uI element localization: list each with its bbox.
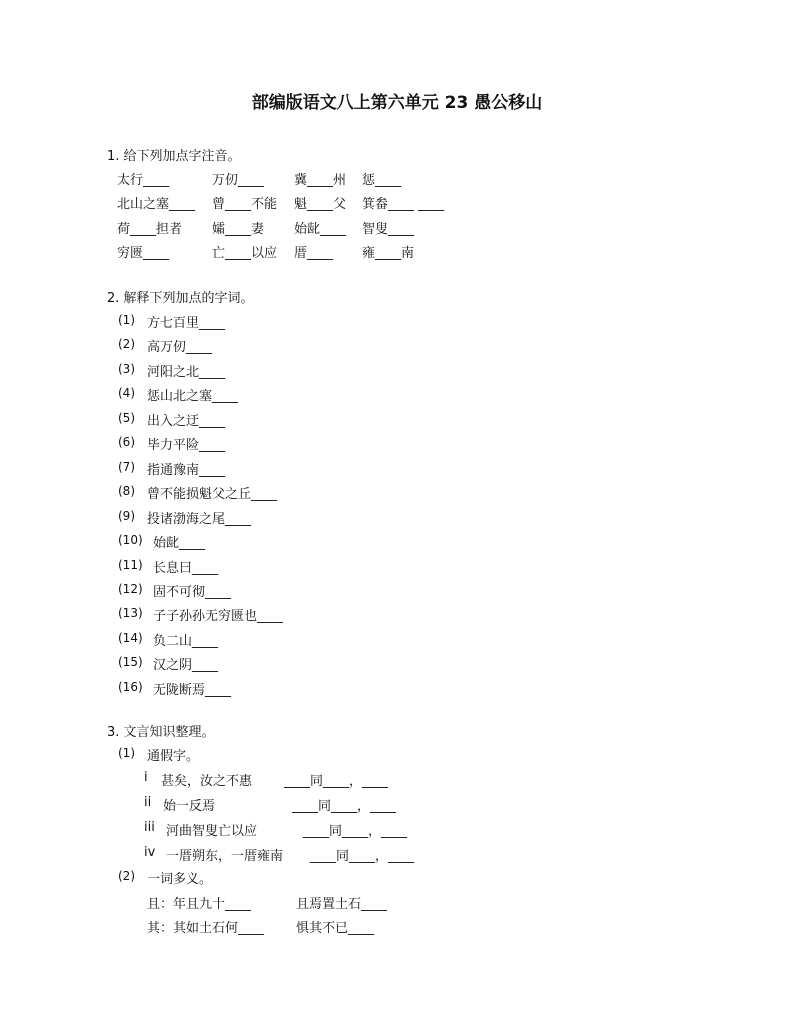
q2-item-text: 无陇断焉____ <box>153 683 232 698</box>
q2-item-number: (14) <box>118 631 143 645</box>
q3-blank: ____同____，____ <box>292 799 397 814</box>
q3-heading: 3. 文言知识整理。 <box>107 725 215 740</box>
q2-item-number: (16) <box>118 680 143 694</box>
q1-cell: 北山之塞____ <box>117 197 196 212</box>
q2-item-number: (2) <box>118 337 135 351</box>
q2-item-text: 固不可彻____ <box>153 585 232 600</box>
q3-sub1-number: (1) <box>118 746 135 760</box>
q1-cell: 冀____州 <box>294 173 347 188</box>
q1-cell: 惩____ <box>362 173 402 188</box>
page-title: 部编版语文八上第六单元 23 愚公移山 <box>251 93 543 113</box>
q2-item-text: 曾不能损魁父之丘____ <box>147 487 278 502</box>
q2-item-number: (11) <box>118 558 143 572</box>
q2-item-text: 投诸渤海之尾____ <box>147 512 252 527</box>
q1-cell: 智叟____ <box>362 222 415 237</box>
q1-cell: 魁____父 <box>294 197 347 212</box>
q1-cell: 亡____以应 <box>212 246 278 261</box>
q1-cell: 荷____担者 <box>117 222 183 237</box>
q2-item-number: (9) <box>118 509 135 523</box>
q2-item-number: (8) <box>118 484 135 498</box>
q2-item-number: (13) <box>118 606 143 620</box>
q2-item-text: 指通豫南____ <box>147 463 226 478</box>
q2-item-text: 毕力平险____ <box>147 438 226 453</box>
q2-item-number: (5) <box>118 411 135 425</box>
q3-sub2-label: 一词多义。 <box>147 872 213 887</box>
q2-item-number: (1) <box>118 313 135 327</box>
q3-sub1-label: 通假字。 <box>147 749 200 764</box>
q1-cell: 始龀____ <box>294 222 347 237</box>
q2-item-number: (10) <box>118 533 143 547</box>
q3-roman: ii <box>144 795 152 810</box>
q3-blank: ____同____，____ <box>303 824 408 839</box>
q3-blank: ____同____，____ <box>284 774 389 789</box>
q3-polysemy-item: 惧其不已____ <box>296 921 375 936</box>
q2-item-text: 始龀____ <box>153 536 206 551</box>
q3-roman: iv <box>144 845 156 860</box>
q2-item-number: (3) <box>118 362 135 376</box>
q3-sentence: 甚矣，汝之不惠 <box>161 774 253 789</box>
q3-blank: ____同____，____ <box>310 849 415 864</box>
q3-polysemy-item: 且：年且九十____ <box>147 897 252 912</box>
q1-cell: 箕畚____ ____ <box>362 197 445 212</box>
q2-item-text: 汉之阴____ <box>153 658 219 673</box>
q3-sentence: 始一反焉 <box>163 799 216 814</box>
q1-cell: 万仞____ <box>212 173 265 188</box>
q2-item-text: 惩山北之塞____ <box>147 389 239 404</box>
q3-sentence: 一厝朔东，一厝雍南 <box>166 849 284 864</box>
q2-item-number: (15) <box>118 655 143 669</box>
q3-sentence: 河曲智叟亡以应 <box>166 824 258 839</box>
q1-cell: 太行____ <box>117 173 170 188</box>
q3-sub2-number: (2) <box>118 869 135 883</box>
q2-item-text: 负二山____ <box>153 634 219 649</box>
q2-item-text: 出入之迂____ <box>147 414 226 429</box>
q1-cell: 厝____ <box>294 246 334 261</box>
q2-item-number: (12) <box>118 582 143 596</box>
q3-roman: iii <box>144 820 155 835</box>
q1-cell: 雍____南 <box>362 246 415 261</box>
q3-polysemy-item: 且焉置土石____ <box>296 897 388 912</box>
q2-item-number: (7) <box>118 460 135 474</box>
q2-item-text: 长息曰____ <box>153 561 219 576</box>
q2-item-number: (4) <box>118 386 135 400</box>
q1-cell: 穷匮____ <box>117 246 170 261</box>
q1-heading: 1. 给下列加点字注音。 <box>107 149 241 164</box>
q2-item-number: (6) <box>118 435 135 449</box>
q3-polysemy-item: 其：其如土石何____ <box>147 921 265 936</box>
q1-cell: 曾____不能 <box>212 197 278 212</box>
q1-cell: 孀____妻 <box>212 222 265 237</box>
q2-item-text: 高万仞____ <box>147 340 213 355</box>
q3-roman: i <box>144 770 148 785</box>
q2-item-text: 子子孙孙无穷匮也____ <box>153 609 284 624</box>
q2-item-text: 河阳之北____ <box>147 365 226 380</box>
q2-heading: 2. 解释下列加点的字词。 <box>107 291 254 306</box>
q2-item-text: 方七百里____ <box>147 316 226 331</box>
